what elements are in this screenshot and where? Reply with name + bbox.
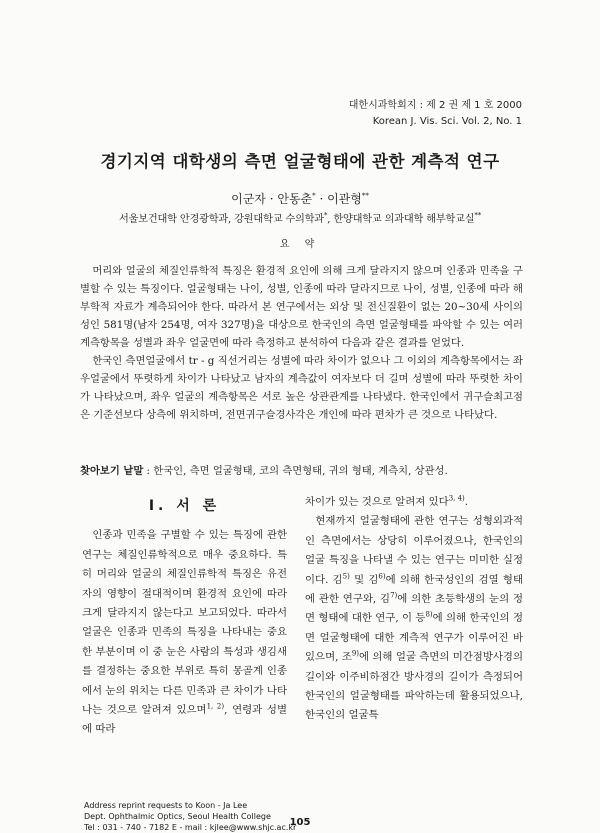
paper-title: 경기지역 대학생의 측면 얼굴형태에 관한 계측적 연구 xyxy=(100,152,500,171)
citation-marker: 7) xyxy=(390,591,398,600)
footnote-line-3: Tel : 031 - 740 - 7182 E - mail : kjlee@www.shjc.ac.kr xyxy=(84,823,297,832)
page-number: 105 xyxy=(289,817,311,828)
keywords-label: 찾아보기 낱말 xyxy=(80,465,144,477)
para2-text-a: 현재까지 얼굴형태에 관한 연구는 성형외과적인 측면에서는 상당히 이루어졌으나, 한국인의 얼굴 특징을 나타낼 수 있는 연구는 미미한 실정이다. 김 xyxy=(305,515,523,586)
citation-marker: 9) xyxy=(351,649,359,658)
continued-end: . xyxy=(464,496,469,508)
left-column xyxy=(82,493,287,740)
right-column xyxy=(305,493,523,726)
author-separator: · xyxy=(315,192,328,206)
intro-paragraph-1 xyxy=(82,526,287,739)
affiliation-text-2: , 한양대학교 의과대학 해부학교실 xyxy=(327,214,475,225)
para2-text-f: 에 의해 얼굴 측면의 미간점방사경의 길이와 이주비하점간 방사경의 길이가 측정되어 한국인의 얼굴형태를 파악하는데 활용되었으나, 한국인의 얼굴특 xyxy=(305,651,523,722)
abstract-heading: 요 약 xyxy=(279,239,321,250)
section-title: I. 서 론 xyxy=(148,498,221,514)
abstract-paragraph-1: 머리와 얼굴의 체질인류학적 특징은 환경적 요인에 의해 크게 달라지지 않으며 인종과 민족을 구별할 수 있는 특징이다. 얼굴형태는 나이, 성별, 인종에 따라 달라지므로 나이, 성별, 인종에 따라 해부학적 자료가 계측되어야 한다. 따라서 본 연구에서는 외상 및 전신질환이 없는 20~30세 사이의 성인 581명(남자 254명, 여자 327명)을 대상으로 한국인의 측면 얼굴형태를 파악할 수 있는 여러 계측항목을 성별과 좌우 얼굴면에 따라 측정하고 분석하여 다음과 같은 결과를 얻었다. xyxy=(80,265,523,349)
author-list xyxy=(0,190,600,207)
continued-text: 차이가 있는 것으로 알려져 있다 xyxy=(305,496,449,508)
affiliation-marker-1: * xyxy=(323,211,328,220)
author-3-marker: ** xyxy=(361,192,369,200)
keywords-text: : 한국인, 측면 얼굴형태, 코의 측면형태, 귀의 형태, 계측치, 상관성. xyxy=(143,465,448,477)
author-1: 이군자 xyxy=(231,192,266,206)
citation-marker: 1, 2) xyxy=(206,702,225,711)
intro-paragraph-1-continued xyxy=(305,493,523,512)
citation-marker: 8) xyxy=(425,610,433,619)
footnote-line-1: Address reprint requests to Koon - Ja Lee xyxy=(84,801,248,810)
affiliation-text-1: 서울보건대학 안경광학과, 강원대학교 수의학과 xyxy=(118,214,324,225)
author-separator: · xyxy=(265,192,278,206)
journal-citation-korean: 대한시과학회지 : 제 2 권 제 1 호 2000 xyxy=(348,100,522,111)
author-3: 이관형 xyxy=(327,192,362,206)
footnote-line-2: Dept. Ophthalmic Optics, Seoul Health College xyxy=(84,812,271,821)
affiliation-marker-2: ** xyxy=(474,211,482,220)
para2-text-d: 에 의한 초등학생의 눈의 정면 형태에 대한 연구, 이 등 xyxy=(305,593,523,625)
intro-paragraph-2 xyxy=(305,512,523,725)
para2-text-c: 에 의해 한국성인의 검열 형태에 관한 연구와, 김 xyxy=(305,573,523,606)
intro-paragraph-1-end: , 연령과 성별에 따라 xyxy=(82,704,287,736)
affiliation-line xyxy=(0,210,600,225)
journal-citation-english: Korean J. Vis. Sci. Vol. 2, No. 1 xyxy=(372,116,522,127)
para2-text-e: 에 의해 한국인의 정면 얼굴형태에 대한 계측적 연구가 이루어진 바 있으며, 조 xyxy=(305,612,523,664)
abstract-body xyxy=(80,262,523,424)
citation-marker: 6) xyxy=(378,572,386,581)
keywords-line xyxy=(80,462,523,477)
para2-text-b: 및 김 xyxy=(349,573,379,586)
abstract-paragraph-2: 한국인 측면얼굴에서 tr - g 직선거리는 성별에 따라 차이가 없으나 그 이외의 계측항목에서는 좌우얼굴에서 뚜렷하게 차이가 나타났고 남자의 계측값이 여자보다 더 길며 성별에 따라 뚜렷한 차이가 나타났으며, 좌우 얼굴의 계측항목은 서로 높은 상관관계를 나타냈다. 한국인에서 귀구슬최고점은 기준선보다 상측에 위치하며, 전면귀구슬경사각은 개인에 따라 편차가 큰 것으로 나타났다. xyxy=(80,355,523,421)
author-2: 안동춘 xyxy=(277,192,313,206)
author-2-marker: * xyxy=(312,192,316,200)
citation-marker: 5) xyxy=(342,572,350,581)
citation-marker: 3, 4) xyxy=(448,494,465,503)
journal-citation xyxy=(349,98,522,130)
intro-paragraph-1-text: 인종과 민족을 구별할 수 있는 특징에 관한 연구는 체질인류학적으로 매우 중요하다. 특히 머리와 얼굴의 체질인류학적 특징은 유전자의 영향이 절대적이며 환경적 요인에 따라 크게 달라지지 않는다고 보고되었다. 따라서 얼굴은 인종과 민족의 특징을 나타내는 중요한 부분이며 이 중 눈은 사람의 특성과 생김새를 결정하는 중요한 부위로 특히 몽골계 인종에서 눈의 위치는 다른 민족과 큰 차이가 나타나는 것으로 알려져 있으며 xyxy=(82,529,287,717)
